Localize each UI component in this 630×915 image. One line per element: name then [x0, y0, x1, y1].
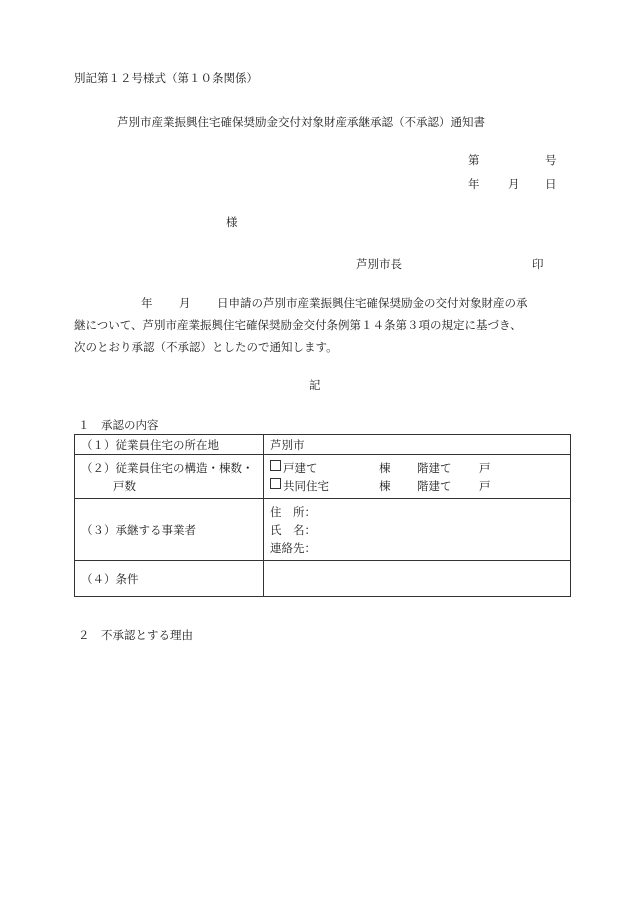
body-month: 月: [179, 296, 191, 310]
approval-content-table: [74, 434, 571, 597]
shared-line: [270, 477, 564, 495]
successor-name: 氏 名：: [270, 522, 316, 537]
body-line-3: 次のとおり承認（不承認）としたので通知します。: [74, 340, 338, 354]
form-number: 別記第１２号様式（第１０条関係）: [74, 71, 258, 85]
ki-label: 記: [309, 378, 321, 392]
structure-label-cell: [75, 455, 264, 499]
location-label: （１）従業員住宅の所在地: [75, 435, 264, 455]
table-row: [75, 561, 571, 597]
date-month: 月: [508, 177, 520, 191]
issuer-mayor: 芦別市長: [356, 257, 402, 271]
conditions-label: （４）条件: [75, 561, 264, 597]
shared-kai: 階建て: [417, 478, 452, 493]
section1-heading: １ 承認の内容: [78, 418, 159, 432]
structure-label-line-1: （２）従業員住宅の構造・棟数・: [81, 460, 254, 475]
shared-label: 共同住宅: [283, 478, 329, 493]
detached-mune: 棟: [379, 460, 391, 475]
addressee-sama: 様: [226, 215, 238, 229]
detached-ko: 戸: [479, 460, 491, 475]
doc-number-go: 号: [545, 153, 557, 167]
date-year: 年: [468, 177, 480, 191]
checkbox-shared[interactable]: [270, 478, 281, 489]
successor-address: 住 所：: [270, 504, 316, 519]
successor-value-cell: [264, 499, 571, 561]
shared-mune: 棟: [379, 478, 391, 493]
issuer-seal: 印: [532, 257, 544, 271]
checkbox-detached[interactable]: [270, 460, 281, 471]
location-value: 芦別市: [264, 435, 571, 455]
table-row: [75, 435, 571, 455]
body-year: 年: [141, 296, 153, 310]
section2-heading: ２ 不承認とする理由: [78, 628, 193, 642]
successor-label: （３）承継する事業者: [75, 499, 264, 561]
body-line-1: 日申請の芦別市産業振興住宅確保奨励金の交付対象財産の承: [217, 296, 528, 310]
structure-label-line-2: 戸数: [113, 478, 136, 493]
document-title: 芦別市産業振興住宅確保奨励金交付対象財産承継承認（不承認）通知書: [117, 115, 485, 129]
date-day: 日: [545, 177, 557, 191]
detached-label: 戸建て: [283, 460, 318, 475]
table-row: [75, 499, 571, 561]
conditions-value: [264, 561, 571, 597]
successor-contact: 連絡先：: [270, 540, 316, 555]
detached-kai: 階建て: [417, 460, 452, 475]
shared-ko: 戸: [479, 478, 491, 493]
doc-number-dai: 第: [468, 153, 480, 167]
detached-line: [270, 459, 564, 477]
table-row: [75, 455, 571, 499]
body-line-2: 継について、芦別市産業振興住宅確保奨励金交付条例第１４条第３項の規定に基づき、: [74, 318, 522, 332]
structure-value-cell: [264, 455, 571, 499]
